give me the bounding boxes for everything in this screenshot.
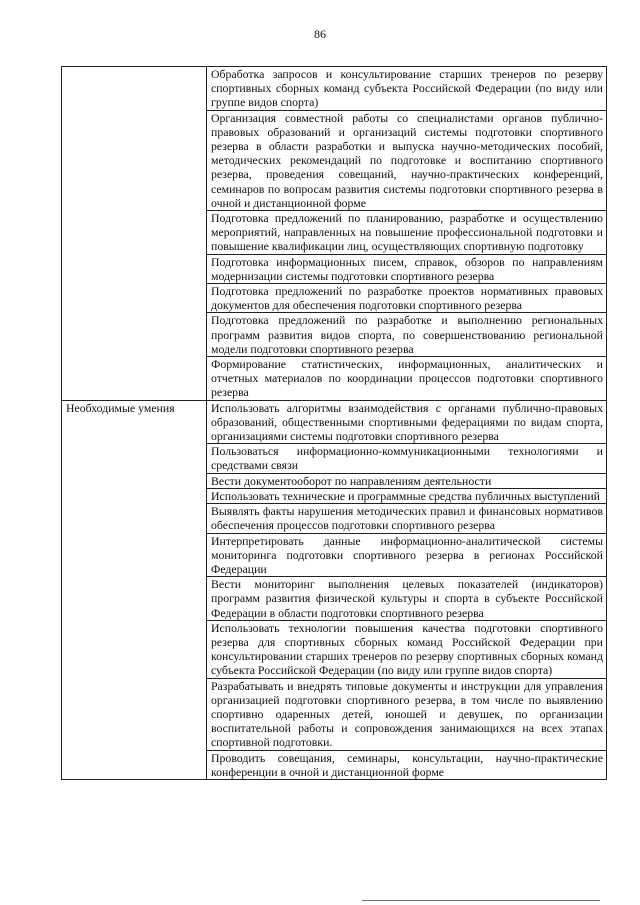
table-cell: Выявлять факты нарушения методических правил и финансовых нормативов обеспечения процессов подготовки спортивного резерва (207, 504, 607, 533)
row-label-skills: Необходимые умения (62, 400, 207, 779)
table-cell: Использовать технические и программные средства публичных выступлений (207, 488, 607, 503)
table-cell: Подготовка предложений по разработке и выполнению региональных программ развития видов спорта, по совершенствованию региональной модели подготовки спортивного резерва (207, 313, 607, 357)
table-cell: Проводить совещания, семинары, консультации, научно-практические конференции в очной и дистанционной форме (207, 750, 607, 779)
page-number: 86 (314, 27, 326, 41)
table-row (62, 67, 607, 111)
table-cell: Вести мониторинг выполнения целевых показателей (индикаторов) программ развития физической культуры и спорта в субъекте Российской Федерации в области подготовки спортивного резерва (207, 577, 607, 621)
table-row (62, 400, 607, 444)
functions-table (61, 66, 607, 780)
table-cell: Использовать алгоритмы взаимодействия с органами публично-правовых образований, общественными спортивными федерациями по видам спорта, организациями системы подготовки спортивного резерва (207, 400, 607, 444)
table-cell: Подготовка информационных писем, справок, обзоров по направлениям модернизации системы подготовки спортивного резерва (207, 254, 607, 283)
scan-line (362, 900, 600, 901)
row-label (62, 67, 207, 401)
table-cell: Вести документооборот по направлениям деятельности (207, 473, 607, 488)
table-cell: Обработка запросов и консультирование старших тренеров по резерву спортивных сборных команд субъекта Российской Федерации (по виду или группе видов спорта) (207, 67, 607, 111)
table-cell: Интерпретировать данные информационно-аналитической системы мониторинга подготовки спортивного резерва в регионах Российской Федерации (207, 533, 607, 577)
table-cell: Подготовка предложений по планированию, разработке и осуществлению мероприятий, направленных на повышение профессиональной подготовки и повышение квалификации лиц, осуществляющих спортивную подготовку (207, 211, 607, 255)
table-cell: Организация совместной работы со специалистами органов публично-правовых образований и организаций системы подготовки спортивного резерва в области разработки и выпуска научно-методических пособий, методических рекомендаций по подготовке и воспитанию спортивного резерва, проведения совещаний, научно-практических конференций, семинаров по вопросам развития системы подготовки спортивного резерва в очной и дистанционной форме (207, 110, 607, 210)
table-cell: Подготовка предложений по разработке проектов нормативных правовых документов для обеспечения подготовки спортивного резерва (207, 284, 607, 313)
table-cell: Формирование статистических, информационных, аналитических и отчетных материалов по координации процессов подготовки спортивного резерва (207, 357, 607, 401)
table-cell: Пользоваться информационно-коммуникационными технологиями и средствами связи (207, 444, 607, 473)
table-cell: Разрабатывать и внедрять типовые документы и инструкции для управления организацией подготовки спортивного резерва, в том числе по выявлению спортивно одаренных детей, юношей и девушек, по организации воспитательной работы и сопровождения занимающихся на всех этапах спортивной подготовки. (207, 678, 607, 750)
table-cell: Использовать технологии повышения качества подготовки спортивного резерва для спортивных сборных команд Российской Федерации при консультировании старших тренеров по резерву спортивных сборных команд субъекта Российской Федерации (по виду или группе видов спорта) (207, 620, 607, 678)
